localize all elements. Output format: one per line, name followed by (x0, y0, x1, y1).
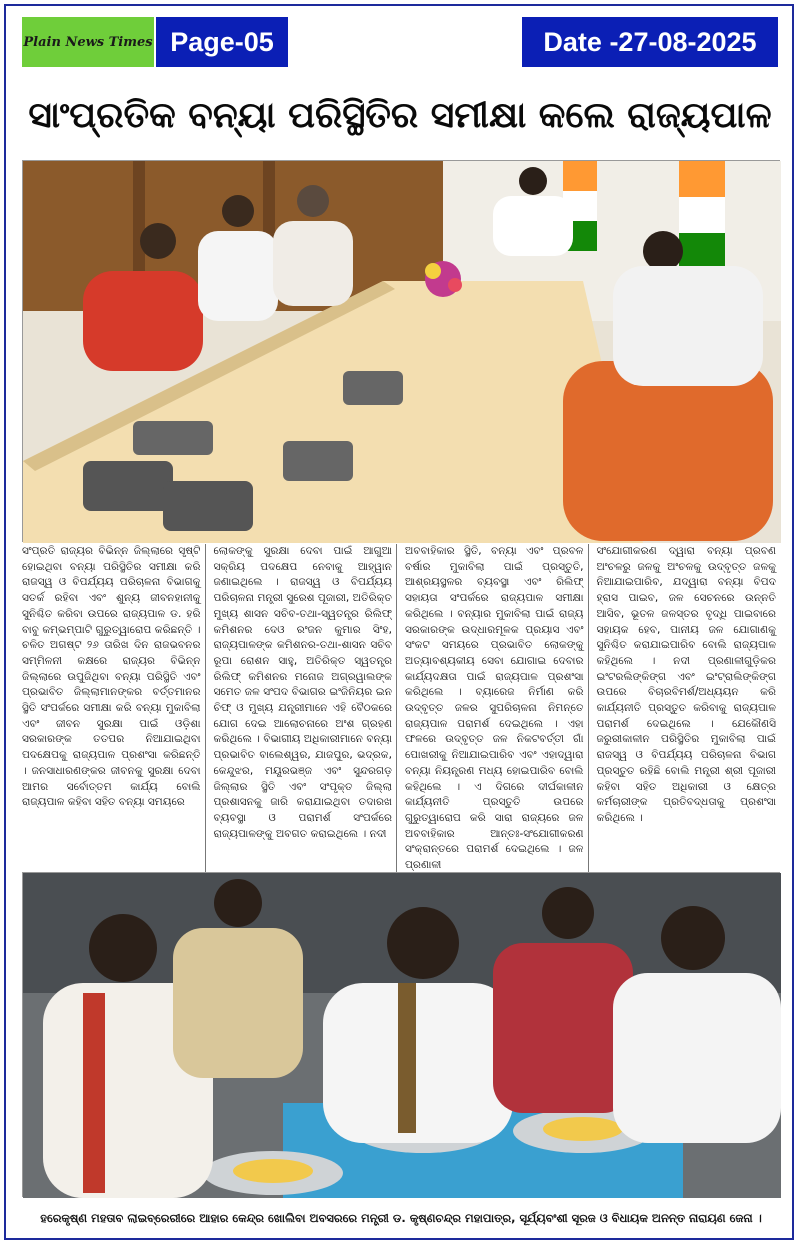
date-badge: Date -27-08-2025 (522, 17, 778, 67)
article-body (22, 544, 780, 872)
photo-caption: ହରେକୃଷ୍ଣ ମହତାବ ଲାଇବ୍ରେରୀରେ ଆହାର କେନ୍ଦ୍ର ଖୋଲିବା ଅବସରରେ ମନ୍ତ୍ରୀ ଡ. କୃଷ୍ଣଚନ୍ଦ୍ର ମହାପାତ୍ର, ସୂର୍ଯ୍ୟବଂଶୀ ସୂରଜ ଓ ବିଧାୟକ ଅନନ୍ତ ନାରାୟଣ ଜେନା । (40, 1210, 762, 1225)
food-center-photo (22, 872, 780, 1197)
article-column-1: ସଂପ୍ରତି ରାଜ୍ୟର ବିଭିନ୍ନ ଜିଲ୍ଲାରେ ସୃଷ୍ଟି ହୋଇଥିବା ବନ୍ୟା ପରିସ୍ଥିତିର ସମୀକ୍ଷା କରି ରାଜସ୍ୱ ଓ ବିପର୍ଯ୍ୟୟ ପରିଚାଳନା ବିଭାଗକୁ ସତର୍କ ରହିବା ଏବଂ ଶୁନ୍ୟ ଜୀବନହାନୀକୁ ସୁନିଶ୍ଚିତ କରିବା ଉପରେ ରାଜ୍ୟପାଳ ଡ. ହରି ବାବୁ କମ୍ଭମ୍ପାଟି ଗୁରୁତ୍ୱାରୋପ କରିଛନ୍ତି । ଚଳିତ ଅଗଷ୍ଟ ୨୬ ତାରିଖ ଦିନ ରାଜଭବନର ସମ୍ମିଳନୀ କକ୍ଷରେ ରାଜ୍ୟର ବିଭିନ୍ନ ଜିଲ୍ଲାରେ ଉପୁଜିଥିବା ବନ୍ୟା ପରିସ୍ଥିତି ଏବଂ ପ୍ରଭାବିତ ଜିଲ୍ଲାମାନଙ୍କର ବର୍ତ୍ତମାନର ସ୍ଥିତି ସଂପର୍କରେ ସମୀକ୍ଷା କରି ବନ୍ୟା ମୁକାବିଲା ଏବଂ ଜୀବନ ସୁରକ୍ଷା ପାଇଁ ଓଡ଼ିଶା ସରକାରଙ୍କ ତତପର ନିଆଯାଇଥିବା ପଦକ୍ଷେପକୁ ରାଜ୍ୟପାଳ ପ୍ରଶଂସା କରିଛନ୍ତି । ଜନସାଧାରଣଙ୍କର ଜୀବନକୁ ସୁରକ୍ଷା ଦେବା ଆମର ସର୍ବୋତ୍ତମ କାର୍ଯ୍ୟ ବୋଲି ରାଜ୍ୟପାଳ କହିବା ସହିତ ବନ୍ୟା ସମୟରେ (22, 544, 206, 874)
article-column-4: ସଂଯୋଗୀକରଣ ଦ୍ୱାରା ବନ୍ୟା ପ୍ରବଣ ଅଂଚଳରୁ ଜଳକୁ ଅଂଚଳକୁ ଉଦ୍ବୃତ୍ତ ଜଳକୁ ନିଆଯାଇପାରିବ, ଯଦ୍ୱାରା ବନ୍ୟା ବିପଦ ହ୍ରାସ ପାଇବ, ଜଳ ସେଚନରେ ଉନ୍ନତି ଆସିବ, ଭୂତଳ ଜଳସ୍ତର ବୃଦ୍ଧି ପାଇବାରେ ସହାୟକ ହେବ, ପାନୀୟ ଜଳ ଯୋଗାଣକୁ ସୁନିଶ୍ଚିତ କରାଯାଇପାରିବ ବୋଲି ରାଜ୍ୟପାଳ କହିଥିଲେ । ନଦୀ ପ୍ରଣାଳୀଗୁଡ଼ିକର ଇଂଟରଲିଙ୍କିଙ୍ଗ ଏବଂ ଇଂଟ୍ରାଲିଙ୍କିଙ୍ଗ ଉପରେ ବିଚାରବିମର୍ଶ/ଅଧ୍ୟୟନ କରି କାର୍ଯ୍ୟନୀତି ପ୍ରସ୍ତୁତ କରିବାକୁ ରାଜ୍ୟପାଳ ପରାମର୍ଶ ଦେଇଥିଲେ । ଯେକୌଣସି ଜରୁରୀକାଳୀନ ପରିସ୍ଥିତିର ମୁକାବିଲା ପାଇଁ ରାଜସ୍ୱ ଓ ବିପର୍ଯ୍ୟୟ ପରିଚାଳନା ବିଭାଗ ପ୍ରସ୍ତୁତ ରହିଛି ବୋଲି ମନ୍ତ୍ରୀ ଶ୍ରୀ ପୂଜାରୀ କହିବା ସହିତ ଅଧିକାରୀ ଓ କ୍ଷେତ୍ର କର୍ମଚାରୀଙ୍କ ପ୍ରତିବଦ୍ଧତାକୁ ପ୍ରଶଂସା କରିଥିଲେ । (596, 545, 776, 824)
article-column-2: ଲୋକଙ୍କୁ ସୁରକ୍ଷା ଦେବା ପାଇଁ ଆଗୁଆ ସକ୍ରିୟ ପଦକ୍ଷେପ ନେବାକୁ ଆହ୍ୱାନ ଜଣାଇଥିଲେ । ରାଜସ୍ୱ ଓ ବିପର୍ଯ୍ୟୟ ପରିଚାଳନା ମନ୍ତ୍ରୀ ସୁରେଶ ପୂଜାରୀ, ଅତିରିକ୍ତ ମୁଖ୍ୟ ଶାସନ ସଚିବ-ତଥା-ସ୍ୱତନ୍ତ୍ର ରିଲିଫ୍ କମିଶନର ଦେଓ ରଂଜନ କୁମାର ସିଂହ, ରାଜ୍ୟପାଳଙ୍କ କମିଶନର-ତଥା-ଶାସନ ସଚିବ ରୂପା ରୋଶନ ସାହୁ, ଅତିରିକ୍ତ ସ୍ୱତନ୍ତ୍ର ରିଲିଫ୍ କମିଶନର ମନୋଜ ଅଗ୍ରୱାଲଙ୍କ ସମେତ ଜଳ ସଂପଦ ବିଭାଗର ଇଂଜିନିୟର ଇନ ଚିଫ୍ ଓ ମୁଖ୍ୟ ଯନ୍ତ୍ରୀମାନେ ଏହି ବୈଠକରେ ଯୋଗ ଦେଇ ଆଲୋଚନାରେ ଅଂଶ ଗ୍ରହଣ କରିଥିଲେ । ବିଭାଗୀୟ ଅଧିକାରୀମାନେ ବନ୍ୟା ପ୍ରଭାବିତ ବାଲେଶ୍ୱର, ଯାଜପୁର, ଭଦ୍ରକ, କେନ୍ଦୁଝର, ମୟୂରଭଞ୍ଜ ଏବଂ ସୁନ୍ଦରଗଡ଼ ଜିଲ୍ଲାର ସ୍ଥିତି ଏବଂ ସଂପୃକ୍ତ ଜିଲ୍ଲା ପ୍ରଶାସନକୁ ଜାରି କରାଯାଇଥିବା ତଦାରଖ ବ୍ୟବସ୍ଥା ଓ ପରାମର୍ଶ ସଂପର୍କରେ ରାଜ୍ୟପାଳଙ୍କୁ ଅବଗତ କରାଇଥିଲେ । ନଦୀ (214, 544, 398, 874)
headline: ସାଂପ୍ରତିକ ବନ୍ୟା ପରିସ୍ଥିତିର ସମୀକ୍ଷା କଲେ ରାଜ୍ୟପାଳ (28, 95, 772, 136)
page-number-badge: Page-05 (156, 17, 288, 67)
article-column-3: ଅବବାହିକାର ସ୍ଥିତି, ବନ୍ୟା ଏବଂ ପ୍ରବଳ ବର୍ଷାର ମୁକାବିଲା ପାଇଁ ପ୍ରସ୍ତୁତି, ଆଶ୍ରୟସ୍ଥଳର ବ୍ୟବସ୍ଥା ଏବଂ ରିଲିଫ୍ ସହାୟତା ସଂପର୍କରେ ରାଜ୍ୟପାଳ ସମୀକ୍ଷା କରିଥିଲେ । ବନ୍ୟାର ମୁକାବିଲା ପାଇଁ ରାଜ୍ୟ ସରକାରଙ୍କ ଉଦ୍ଧାରମୂଳକ ପ୍ରୟାସ ଏବଂ ସଂକଟ ସମୟରେ ପ୍ରଭାବିତ ଲୋକଙ୍କୁ ଅତ୍ୟାବଶ୍ୟକୀୟ ସେବା ଯୋଗାଇ ଦେବାର କାର୍ଯ୍ୟଦକ୍ଷତା ପାଇଁ ରାଜ୍ୟପାଳ ପ୍ରଶଂସା କରିଥିଲେ । ବ୍ୟାରେଜ ନିର୍ମାଣ କରି ଉଦ୍ବୃତ୍ତ ଜଳର ସୁପରିଚାଳନା ନିମନ୍ତେ ରାଜ୍ୟପାଳ ପରାମର୍ଶ ଦେଇଥିଲେ । ଏହା ଫଳରେ ଉଦ୍ବୃତ୍ତ ଜଳ ନିକଟବର୍ତ୍ତୀ ଗାଁ ପୋଖରୀକୁ ନିଆଯାଇପାରିବ ଏବଂ ଏହାଦ୍ୱାରା ବନ୍ୟା ନିୟନ୍ତ୍ରଣ ମଧ୍ୟ ହୋଇପାରିବ ବୋଲି କହିଥିଲେ । ଏ ଦିଗରେ ଦୀର୍ଘକାଳୀନ କାର୍ଯ୍ୟନୀତି ପ୍ରସ୍ତୁତି ଉପରେ ଗୁରୁତ୍ୱାରୋପ କରି ସାରା ରାଜ୍ୟରେ ଜଳ ଅବବାହିକାର ଆନ୍ତଃ-ସଂଯୋଗୀକରଣ ସଂକ୍ରାନ୍ତରେ ପରାମର୍ଶ ଦେଇଥିଲେ । ଜଳ ପ୍ରଣାଳୀ (405, 544, 589, 874)
logo-text: Plain News Times (23, 34, 153, 50)
meeting-photo (22, 160, 780, 542)
newspaper-logo (22, 17, 154, 67)
